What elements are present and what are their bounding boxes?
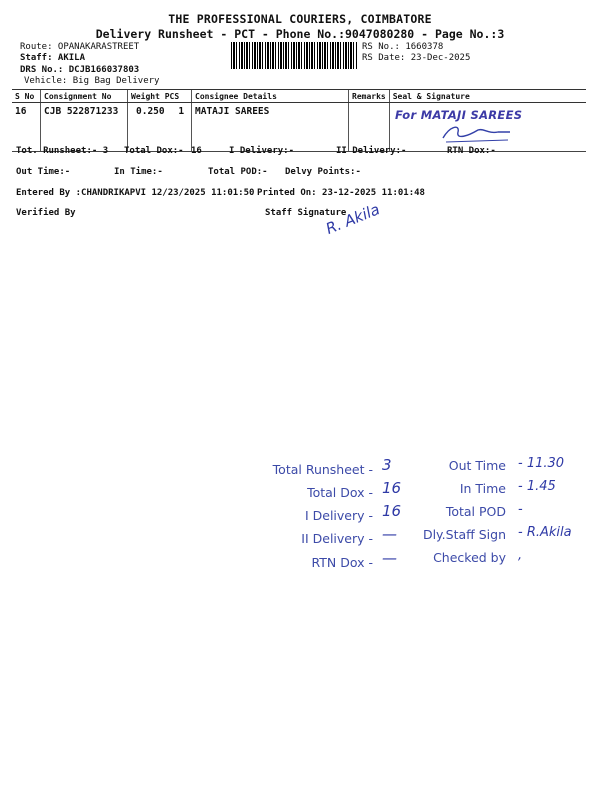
summary-right-value: - 11.30: [518, 456, 565, 471]
summary-left-value: 16: [382, 502, 402, 520]
total-dox-label: Total Dox:-: [124, 146, 184, 156]
runsheet-title: Delivery Runsheet - PCT - Phone No.:9047080280 - Page No.:3: [95, 27, 505, 41]
staff-signature-label: Staff Signature: [265, 208, 347, 218]
total-pod: Total POD:-: [208, 167, 268, 177]
in-time: In Time:-: [114, 167, 163, 177]
summary-left-label: RTN Dox -: [311, 555, 373, 570]
printed-on: Printed On: 23-12-2025 11:01:48: [257, 188, 425, 198]
company-title: THE PROFESSIONAL COURIERS, COIMBATORE: [168, 12, 432, 26]
summary-left-value: —: [382, 549, 397, 567]
out-time: Out Time:-: [16, 167, 71, 177]
col-remarks: Remarks: [349, 90, 390, 103]
cell-sno: 16: [12, 103, 41, 152]
summary-right-label: Checked by: [433, 550, 506, 565]
summary-right-value: ,: [518, 548, 523, 563]
col-consignee: Consignee Details: [192, 90, 349, 103]
rtn-dox: RTN Dox:-: [447, 146, 496, 156]
rs-date-text: RS Date: 23-Dec-2025: [362, 53, 471, 63]
i-delivery: I Delivery:-: [229, 146, 295, 156]
barcode-image: [231, 42, 358, 69]
summary-right-value: - 1.45: [518, 479, 556, 494]
summary-left-label: I Delivery -: [304, 508, 373, 523]
staff-text: Staff: AKILA: [20, 53, 86, 63]
tot-runsheet: Tot. Runsheet:- 3: [16, 146, 109, 156]
rs-no-text: RS No.: 1660378: [362, 42, 444, 52]
total-dox-value: 16: [191, 146, 202, 156]
summary-left-value: 16: [382, 479, 402, 497]
summary-left-label: Total Runsheet -: [272, 462, 373, 477]
summary-left-value: 3: [382, 456, 392, 474]
col-weight-pcs: Weight PCS: [128, 90, 192, 103]
summary-right-value: - R.Akila: [518, 525, 572, 540]
staff-handwritten-signature: R. Akila: [323, 200, 383, 238]
vehicle-text: Vehicle: Big Bag Delivery: [24, 76, 160, 86]
delvy-points: Delvy Points:-: [285, 167, 361, 177]
cell-pcs: 1: [178, 106, 185, 117]
col-sno: S No: [12, 90, 41, 103]
summary-left-label: Total Dox -: [307, 485, 373, 500]
summary-right-label: Out Time: [448, 458, 506, 473]
cell-remarks: [349, 103, 390, 152]
col-seal-signature: Seal & Signature: [389, 90, 586, 103]
summary-left-label: II Delivery -: [301, 531, 373, 546]
company-stamp: For MATAJI SAREES: [395, 108, 523, 122]
verified-by: Verified By: [16, 208, 76, 218]
cell-consignee: MATAJI SAREES: [192, 103, 349, 152]
summary-right-label: In Time: [459, 481, 506, 496]
summary-left-value: —: [382, 525, 397, 543]
drs-text: DRS No.: DCJB166037803: [20, 65, 140, 75]
cell-weight-pcs: [128, 103, 192, 152]
ii-delivery: II Delivery:-: [336, 146, 407, 156]
summary-right-label: Dly.Staff Sign: [422, 527, 506, 542]
route-text: Route: OPANAKARASTREET: [20, 42, 140, 52]
seal-signature-scribble: [438, 120, 518, 148]
summary-right-value: -: [518, 502, 523, 517]
summary-right-label: Total POD: [445, 504, 506, 519]
table-header-row: [12, 90, 586, 103]
col-consignment: Consignment No: [41, 90, 128, 103]
entered-by: Entered By :CHANDRIKAPVI 12/23/2025 11:01:50: [16, 188, 255, 198]
cell-consignment: CJB 522871233: [41, 103, 128, 152]
cell-weight: 0.250: [136, 106, 165, 117]
